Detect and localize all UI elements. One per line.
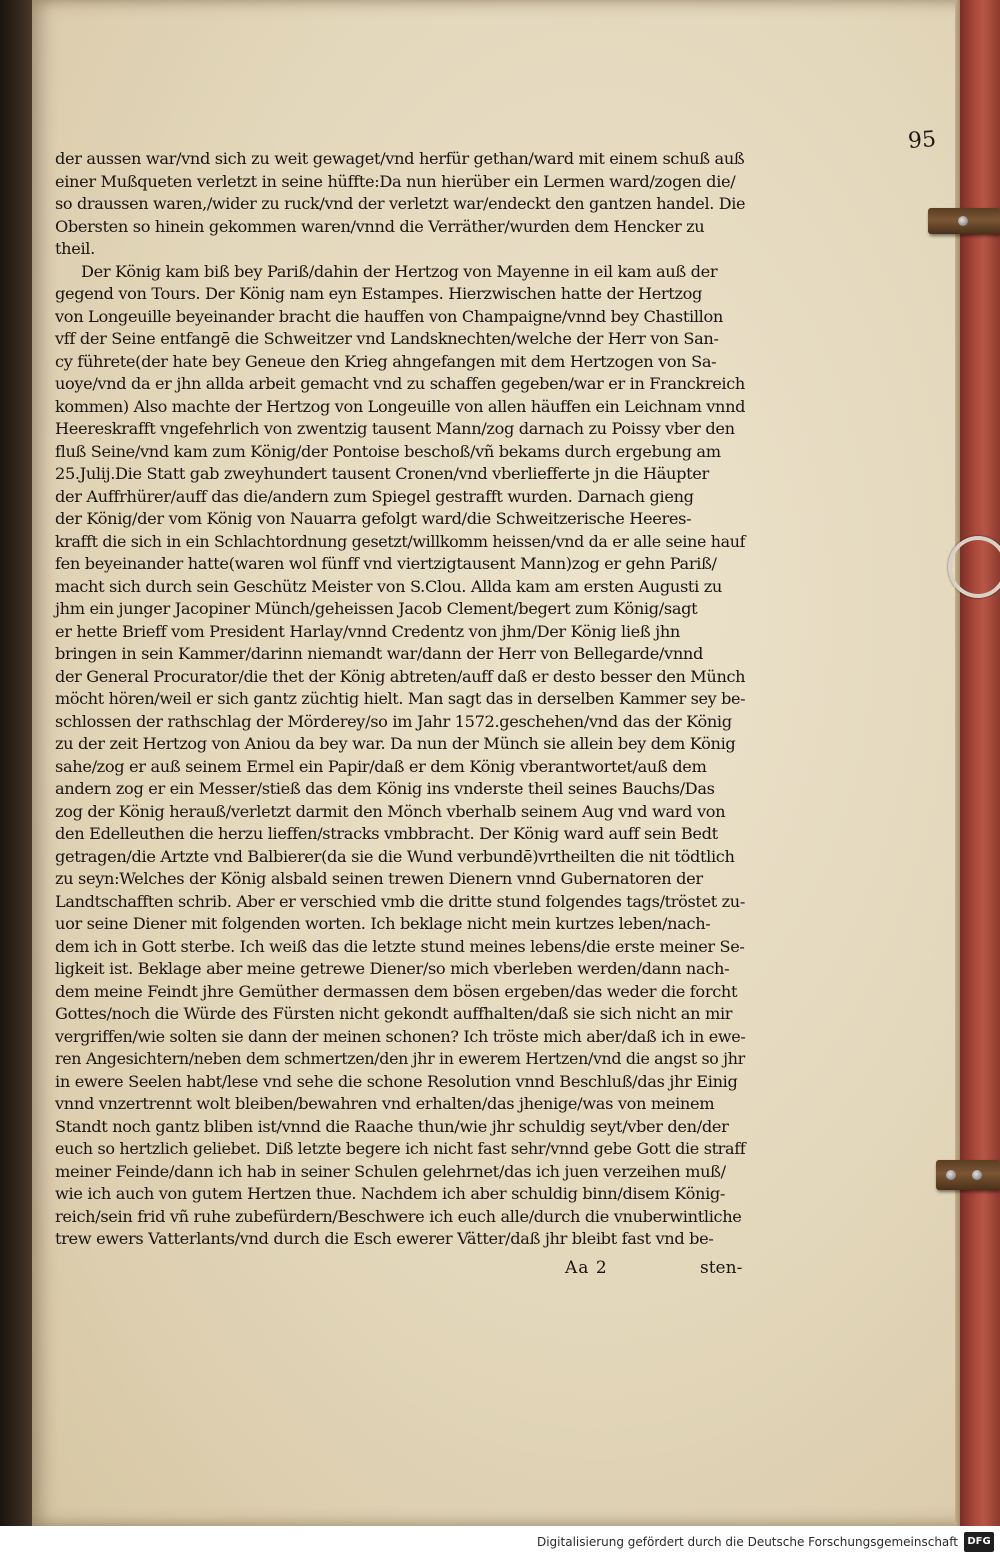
text-line: Landtschafften schrib. Aber er verschied vmb die dritte stund folgendes tags/tröstet zu- <box>55 891 745 911</box>
text-line: getragen/die Artzte vnd Balbierer(da sie die Wund verbundē)vrtheilten die nit tödtlich <box>55 846 735 866</box>
page-number: 95 <box>907 127 937 154</box>
text-line: von Longeuille beyeinander bracht die hauffen von Champaigne/vnnd bey Chastillon <box>55 306 723 326</box>
text-line: der aussen war/vnd sich zu weit gewaget/vnd herfür gethan/ward mit einem schuß auß <box>55 149 745 168</box>
text-line: in ewere Seelen habt/lese vnd sehe die schone Resolution vnnd Beschluß/das jhr Einig <box>55 1071 738 1091</box>
clasp-ring <box>948 536 1000 598</box>
text-line: Heereskrafft vngefehrlich von zwentzig tausent Mann/zog darnach zu Poissy vber den <box>55 419 735 438</box>
text-line: bringen in sein Kammer/darinn niemandt war/dann der Herr von Bellegarde/vnnd <box>55 644 703 663</box>
funding-credit: Digitalisierung gefördert durch die Deutsche Forschungsgemeinschaft <box>536 1535 958 1549</box>
text-line: dem ich in Gott sterbe. Ich weiß das die letzte stund meines lebens/die erste meiner Se- <box>55 936 745 956</box>
clasp-pin-icon <box>946 1170 956 1180</box>
clasp-pin-icon <box>958 216 968 226</box>
text-line: uoye/vnd da er jhn allda arbeit gemacht vnd zu schaffen gegeben/war er in Franckreich <box>55 374 745 393</box>
text-line: trew ewers Vatterlants/vnd durch die Esch ewerer Vätter/daß jhr bleibt fast vnd be- <box>55 1229 714 1248</box>
signature-mark: Aa 2 <box>565 1258 608 1278</box>
text-line: krafft die sich in ein Schlachtordnung gesetzt/willkomm heissen/vnd da er alle seine hauf <box>55 531 746 551</box>
text-line: kommen) Also machte der Hertzog von Longeuille von allen häuffen ein Leichnam vnnd <box>55 396 746 416</box>
text-line: zog der König herauß/verletzt darmit den Mönch vberhalb seinem Aug vnd ward von <box>55 801 726 821</box>
text-line: zu der zeit Hertzog von Aniou da bey war. Da nun der Münch sie allein bey dem König <box>55 734 736 753</box>
text-line: so draussen waren,/wider zu ruck/vnd der verletzt war/endeckt den gantzen handel. Die <box>55 194 746 213</box>
text-line: schlossen der rathschlag der Mörderey/so im Jahr 1572.geschehen/vnd das der König <box>55 711 732 731</box>
text-line: gegend von Tours. Der König nam eyn Estampes. Hierzwischen hatte der Hertzog <box>55 284 703 303</box>
text-line: uor seine Diener mit folgenden worten. Ich beklage nicht mein kurtzes leben/nach- <box>55 914 711 933</box>
text-line: sahe/zog er auß seinem Ermel ein Papir/daß er dem König vberantwortet/auß dem <box>55 756 707 776</box>
text-line: Der König kam biß bey Pariß/dahin der Hertzog von Mayenne in eil kam auß der <box>81 261 718 281</box>
text-line: theil. <box>55 239 95 258</box>
text-line: fluß Seine/vnd kam zum König/der Pontoise beschoß/vñ bekams durch ergebung am <box>55 441 721 461</box>
text-line: der König/der vom König von Nauarra gefolgt ward/die Schweitzerische Heeres- <box>55 509 692 528</box>
text-line: reich/sein frid vñ ruhe zubefürdern/Beschwere ich euch alle/durch die vnuberwintliche <box>55 1206 742 1226</box>
text-line: 25.Julij.Die Statt gab zweyhundert tausent Cronen/vnd vberliefferte jn die Häupter <box>55 464 709 483</box>
text-line: jhm ein junger Jacopiner Münch/geheissen Jacob Clement/begert zum König/sagt <box>55 599 698 618</box>
text-line: euch so hertzlich geliebet. Diß letzte begere ich nicht fast sehr/vnnd gebe Gott die straff <box>55 1139 746 1158</box>
text-line: einer Mußqueten verletzt in seine hüffte:Da nun hierüber ein Lermen ward/zogen die/ <box>55 171 736 191</box>
text-line: wie ich auch von gutem Hertzen thue. Nachdem ich aber schuldig binn/disem König- <box>55 1184 726 1203</box>
text-line: meiner Feinde/dann ich hab in seiner Schulen gelehrnet/das ich juen verzeihen muß/ <box>55 1161 726 1181</box>
clasp-pin-icon <box>972 1170 982 1180</box>
text-line: vff der Seine entfangē die Schweitzer vnd Landsknechten/welche der Herr von San- <box>55 329 719 348</box>
text-line: der Auffrhürer/auff das die/andern zum Spiegel gestrafft wurden. Darnach gieng <box>55 486 694 506</box>
text-line: vergriffen/wie solten sie dann der meinen schonen? Ich tröste mich aber/daß ich in ewe- <box>55 1026 746 1046</box>
text-line: Gottes/noch die Würde des Fürsten nicht gekondt auffhalten/daß sie sich nicht an mir <box>55 1004 733 1023</box>
text-line: Obersten so hinein gekommen waren/vnnd die Verräther/wurden dem Hencker zu <box>55 216 705 236</box>
text-line: möcht hören/weil er sich gantz züchtig hielt. Man sagt das in derselben Kammer sey be- <box>55 689 746 708</box>
text-line: andern zog er ein Messer/stieß das dem König ins vnderste theil seines Bauchs/Das <box>55 779 715 798</box>
catchword: sten- <box>700 1258 743 1278</box>
text-line: zu seyn:Welches der König alsbald seinen trewen Dienern vnnd Gubernatoren der <box>55 869 703 888</box>
text-line: fen beyeinander hatte(waren wol fünff vnd viertzigtausent Mann)zog er gehn Pariß/ <box>55 554 717 573</box>
text-line: dem meine Feindt jhre Gemüther dermassen dem bösen ergeben/das weder die forcht <box>55 981 738 1001</box>
main-text-block <box>55 148 745 1251</box>
upper-clasp <box>928 208 1000 234</box>
text-line: der General Procurator/die thet der König abtreten/auff daß er desto besser den Münch <box>55 666 746 686</box>
text-line: macht sich durch sein Geschütz Meister von S.Clou. Allda kam am ersten Augusti zu <box>55 576 722 596</box>
text-line: ren Angesichtern/neben dem schmertzen/den jhr in ewerem Hertzen/vnd die angst so jhr <box>55 1049 745 1068</box>
text-line: vnnd vnzertrennt wolt bleiben/bewahren vnd erhalten/das jhenige/was von meinem <box>55 1094 715 1113</box>
lower-clasp <box>936 1160 1000 1190</box>
digitization-footer <box>0 1526 1000 1559</box>
text-line: cy führete(der hate bey Geneue den Krieg ahngefangen mit dem Hertzogen von Sa- <box>55 351 717 371</box>
dfg-logo-icon: DFG <box>964 1532 994 1552</box>
text-line: Standt noch gantz bliben ist/vnnd die Raache thun/wie jhr schuldig seyt/vber den/der <box>55 1116 729 1136</box>
text-line: ligkeit ist. Beklage aber meine getrewe Diener/so mich vberleben werden/dann nach- <box>55 959 730 978</box>
text-line: den Edelleuthen die herzu lieffen/stracks vmbbracht. Der König ward auff sein Bedt <box>55 824 718 843</box>
text-line: er hette Brieff vom President Harlay/vnnd Credentz von jhm/Der König ließ jhn <box>55 621 680 641</box>
